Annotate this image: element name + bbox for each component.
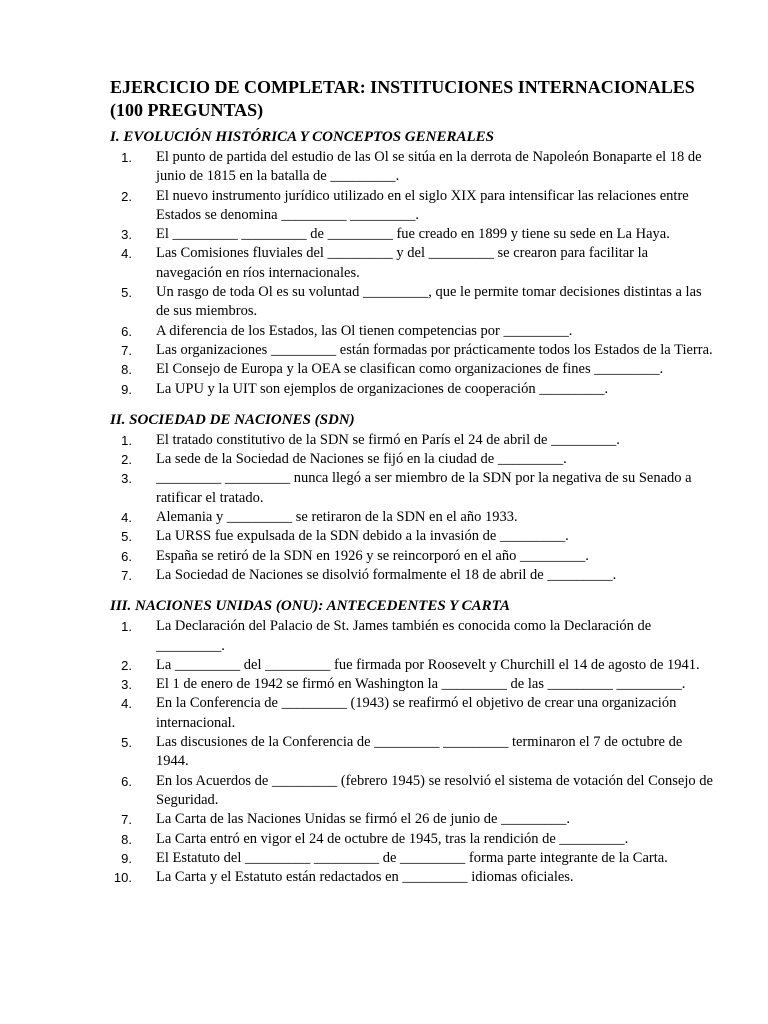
question-item — [110, 733, 716, 772]
question-item — [110, 341, 716, 360]
question-text: La _________ del _________ fue firmada por Roosevelt y Churchill el 14 de agosto de 1941. — [156, 656, 700, 673]
question-number: 1. — [121, 432, 132, 448]
section-heading: I. EVOLUCIÓN HISTÓRICA Y CONCEPTOS GENERALES — [110, 129, 494, 145]
question-text: El Consejo de Europa y la OEA se clasifican como organizaciones de fines _________. — [156, 361, 664, 378]
question-number: 10. — [113, 870, 132, 886]
question-text: El 1 de enero de 1942 se firmó en Washington la _________ de las _________ _________. — [156, 676, 686, 693]
question-text: La Sociedad de Naciones se disolvió formalmente el 18 de abril de _________. — [156, 566, 617, 583]
question-text: España se retiró de la SDN en 1926 y se reincorporó en el año _________. — [156, 547, 589, 564]
question-item — [110, 469, 716, 508]
question-item — [110, 656, 716, 675]
question-number: 2. — [121, 657, 132, 673]
question-item — [110, 380, 716, 399]
question-text: El punto de partida del estudio de las Ol se sitúa en la derrota de Napoleón Bonaparte el 18 de junio de 1815 en la batalla de _________. — [156, 149, 702, 185]
document-page — [110, 76, 716, 899]
question-text: El nuevo instrumento jurídico utilizado en el siglo XIX para intensificar las relaciones entre Estados se denomina _________ _________. — [156, 187, 689, 223]
section-3 — [110, 597, 716, 887]
question-item — [110, 617, 716, 656]
question-text: La sede de la Sociedad de Naciones se fijó en la ciudad de _________. — [156, 451, 567, 468]
question-item — [110, 547, 716, 566]
question-text: Las Comisiones fluviales del _________ y del _________ se crearon para facilitar la navegación en ríos internacionales. — [156, 245, 649, 281]
question-item — [110, 431, 716, 450]
question-number: 4. — [121, 246, 132, 262]
question-number: 5. — [121, 529, 132, 545]
question-list — [110, 431, 716, 585]
question-item — [110, 187, 716, 226]
section-2 — [110, 411, 716, 585]
question-number: 5. — [121, 285, 132, 301]
question-number: 6. — [121, 773, 132, 789]
section-1 — [110, 128, 716, 399]
question-list — [110, 148, 716, 399]
question-text: A diferencia de los Estados, las Ol tienen competencias por _________. — [156, 322, 573, 339]
question-item — [110, 360, 716, 379]
question-item — [110, 675, 716, 694]
question-text: La Carta y el Estatuto están redactados en _________ idiomas oficiales. — [156, 869, 574, 886]
question-number: 9. — [121, 381, 132, 397]
question-item — [110, 508, 716, 527]
question-item — [110, 566, 716, 585]
question-text: La Carta entró en vigor el 24 de octubre de 1945, tras la rendición de _________. — [156, 830, 629, 847]
question-text: La URSS fue expulsada de la SDN debido a la invasión de _________. — [156, 528, 569, 545]
question-number: 6. — [121, 323, 132, 339]
question-number: 7. — [121, 812, 132, 828]
question-text: El _________ _________ de _________ fue creado en 1899 y tiene su sede en La Haya. — [156, 226, 670, 243]
question-number: 3. — [121, 677, 132, 693]
question-text: En los Acuerdos de _________ (febrero 1945) se resolvió el sistema de votación del Consejo de Seguridad. — [156, 772, 713, 808]
question-item — [110, 527, 716, 546]
question-item — [110, 830, 716, 849]
question-number: 3. — [121, 471, 132, 487]
question-item — [110, 244, 716, 283]
question-text: Las discusiones de la Conferencia de _________ _________ terminaron el 7 de octubre de 1944. — [156, 734, 683, 770]
question-text: _________ _________ nunca llegó a ser miembro de la SDN por la negativa de su Senado a ratificar el tratado. — [156, 470, 692, 506]
question-item — [110, 148, 716, 187]
question-item — [110, 283, 716, 322]
question-number: 6. — [121, 548, 132, 564]
question-text: La Declaración del Palacio de St. James también es conocida como la Declaración de _________. — [156, 618, 652, 654]
question-item — [110, 849, 716, 868]
question-item — [110, 772, 716, 811]
question-text: El Estatuto del _________ _________ de _________ forma parte integrante de la Carta. — [156, 849, 668, 866]
section-heading: II. SOCIEDAD DE NACIONES (SDN) — [110, 411, 355, 428]
question-number: 7. — [121, 567, 132, 583]
question-item — [110, 322, 716, 341]
question-number: 1. — [121, 150, 132, 165]
question-item — [110, 868, 716, 887]
question-number: 8. — [121, 362, 132, 378]
question-text: La UPU y la UIT son ejemplos de organizaciones de cooperación _________. — [156, 380, 609, 397]
question-number: 8. — [121, 831, 132, 847]
question-number: 5. — [121, 735, 132, 751]
question-text: En la Conferencia de _________ (1943) se reafirmó el objetivo de crear una organización internacional. — [156, 695, 677, 731]
question-item — [110, 694, 716, 733]
question-text: La Carta de las Naciones Unidas se firmó el 26 de junio de _________. — [156, 811, 570, 828]
question-item — [110, 450, 716, 469]
document-title: EJERCICIO DE COMPLETAR: INSTITUCIONES INTERNACIONALES (100 PREGUNTAS) — [110, 77, 695, 120]
question-text: Alemania y _________ se retiraron de la SDN en el año 1933. — [156, 509, 518, 526]
question-text: Un rasgo de toda Ol es su voluntad _________, que le permite tomar decisiones distintas a las de sus miembros. — [156, 284, 702, 320]
question-number: 2. — [121, 452, 132, 468]
question-item — [110, 225, 716, 244]
sections-container — [110, 128, 716, 887]
question-number: 9. — [121, 850, 132, 866]
question-number: 7. — [121, 342, 132, 358]
section-heading: III. NACIONES UNIDAS (ONU): ANTECEDENTES Y CARTA — [110, 598, 510, 615]
question-number: 4. — [121, 696, 132, 712]
question-number: 4. — [121, 510, 132, 526]
question-text: Las organizaciones _________ están formadas por prácticamente todos los Estados de la Tierra. — [156, 341, 713, 358]
question-number: 2. — [121, 188, 132, 204]
question-list — [110, 617, 716, 887]
question-text: El tratado constitutivo de la SDN se firmó en París el 24 de abril de _________. — [156, 431, 620, 448]
question-number: 1. — [121, 619, 132, 635]
question-number: 3. — [121, 227, 132, 243]
question-item — [110, 810, 716, 829]
